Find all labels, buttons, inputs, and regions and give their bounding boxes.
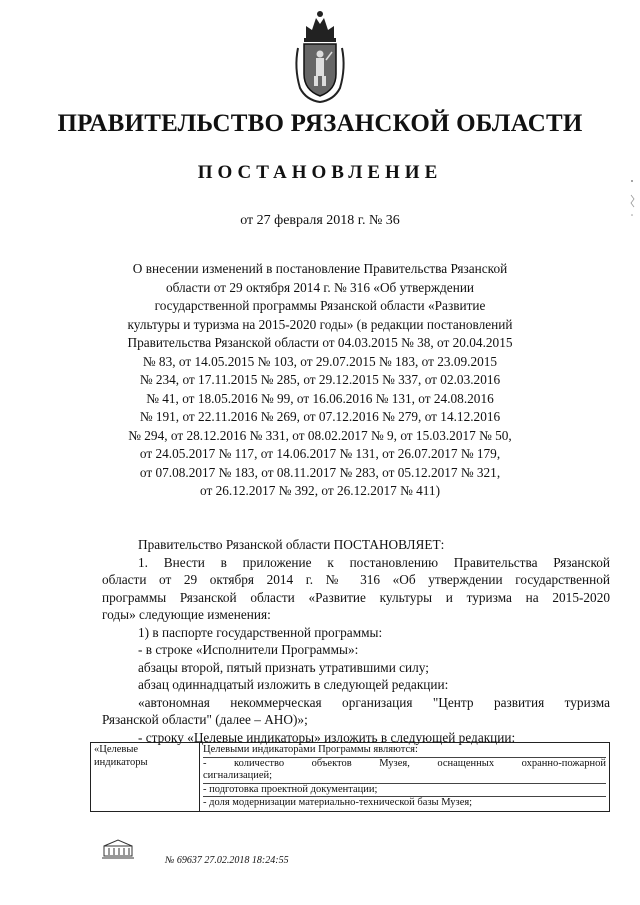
item-1-text: годы» следующие изменения: xyxy=(102,607,271,622)
indicator-content-cell xyxy=(200,743,610,812)
subject-line: Правительства Рязанской области от 04.03.2015 № 38, от 20.04.2015 xyxy=(127,335,513,350)
subject-line: области от 29 октября 2014 г. № 316 «Об утверждении xyxy=(165,279,475,295)
item-1-text: программы Рязанской области «Развитие культуры и туризма на 2015-2020 xyxy=(102,589,610,605)
indicator-item: - подготовка проектной документации; xyxy=(203,784,606,798)
document-type: ПОСТАНОВЛЕНИЕ xyxy=(197,162,443,183)
quoted-text: «автономная некоммерческая организация "Центр развития туризма xyxy=(138,694,610,710)
indicator-label: «Целевые xyxy=(94,744,139,755)
subitem-1-b: абзацы второй, пятый признать утратившими силу; xyxy=(138,659,429,675)
item-1-text: 1. Внести в приложение к постановлению Правительства Рязанской xyxy=(138,554,610,570)
date-number: от 27 февраля 2018 г. № 36 xyxy=(240,213,400,228)
subject-line: № 234, от 17.11.2015 № 285, от 29.12.2015 № 337, от 02.03.2016 xyxy=(139,372,501,387)
resolution-heading: Правительство Рязанской области ПОСТАНОВЛЯЕТ: xyxy=(138,537,445,552)
subitem-1: 1) в паспорте государственной программы: xyxy=(138,624,383,640)
ryazan-coat-of-arms-icon xyxy=(292,8,348,104)
subitem-1-d: - строку «Целевые индикаторы» изложить в следующей редакции: xyxy=(138,729,516,745)
subject-line: О внесении изменений в постановление Правительства Рязанской xyxy=(132,261,508,276)
registration-stamp: № 69637 27.02.2018 18:24:55 xyxy=(165,855,289,866)
government-title: ПРАВИТЕЛЬСТВО РЯЗАНСКОЙ ОБЛАСТИ xyxy=(57,110,583,137)
document-body xyxy=(102,536,610,746)
table-row xyxy=(91,743,610,812)
subject-line: от 24.05.2017 № 117, от 14.06.2017 № 131, от 26.07.2017 № 179, xyxy=(139,446,501,461)
subject-line: от 26.12.2017 № 392, от 26.12.2017 № 411) xyxy=(199,483,441,498)
margin-mark-icon xyxy=(626,175,638,225)
building-stamp-icon xyxy=(100,838,136,860)
indicator-label: индикаторы xyxy=(94,756,148,768)
indicators-table xyxy=(90,742,610,812)
subject-line: № 294, от 28.12.2016 № 331, от 08.02.2017 № 9, от 15.03.2017 № 50, xyxy=(128,427,512,443)
subitem-1-a: - в строке «Исполнители Программы»: xyxy=(138,642,359,657)
indicator-item: - доля модернизации материально-технической базы Музея; xyxy=(203,797,473,808)
indicator-intro: Целевыми индикаторами Программы являются: xyxy=(203,744,606,758)
subject-line: № 41, от 18.05.2016 № 99, от 16.06.2016 № 131, от 24.08.2016 xyxy=(146,390,494,406)
indicator-item xyxy=(203,758,606,784)
subject-line: № 191, от 22.11.2016 № 269, от 07.12.2016 № 279, от 14.12.2016 xyxy=(139,409,501,424)
subject-line: от 07.08.2017 № 183, от 08.11.2017 № 283, от 05.12.2017 № 321, xyxy=(139,464,501,480)
indicator-item-text: - количество объектов Музея, оснащенных охранно-пожарной xyxy=(203,757,606,769)
subject-line: государственной программы Рязанской области «Развитие xyxy=(154,298,486,313)
subject-line: № 83, от 14.05.2015 № 103, от 29.07.2015 № 183, от 23.09.2015 xyxy=(142,353,498,369)
subitem-1-c: абзац одиннадцатый изложить в следующей редакции: xyxy=(138,677,449,692)
document-subject xyxy=(120,260,520,501)
subject-line: культуры и туризма на 2015-2020 годы» (в редакции постановлений xyxy=(127,316,513,332)
indicator-item-text: сигнализацией; xyxy=(203,770,273,781)
item-1-text: области от 29 октября 2014 г. № 316 «Об утверждении государственной xyxy=(102,572,610,587)
quoted-text: Рязанской области" (далее – АНО)»; xyxy=(102,712,308,727)
indicator-label-cell xyxy=(91,743,200,812)
